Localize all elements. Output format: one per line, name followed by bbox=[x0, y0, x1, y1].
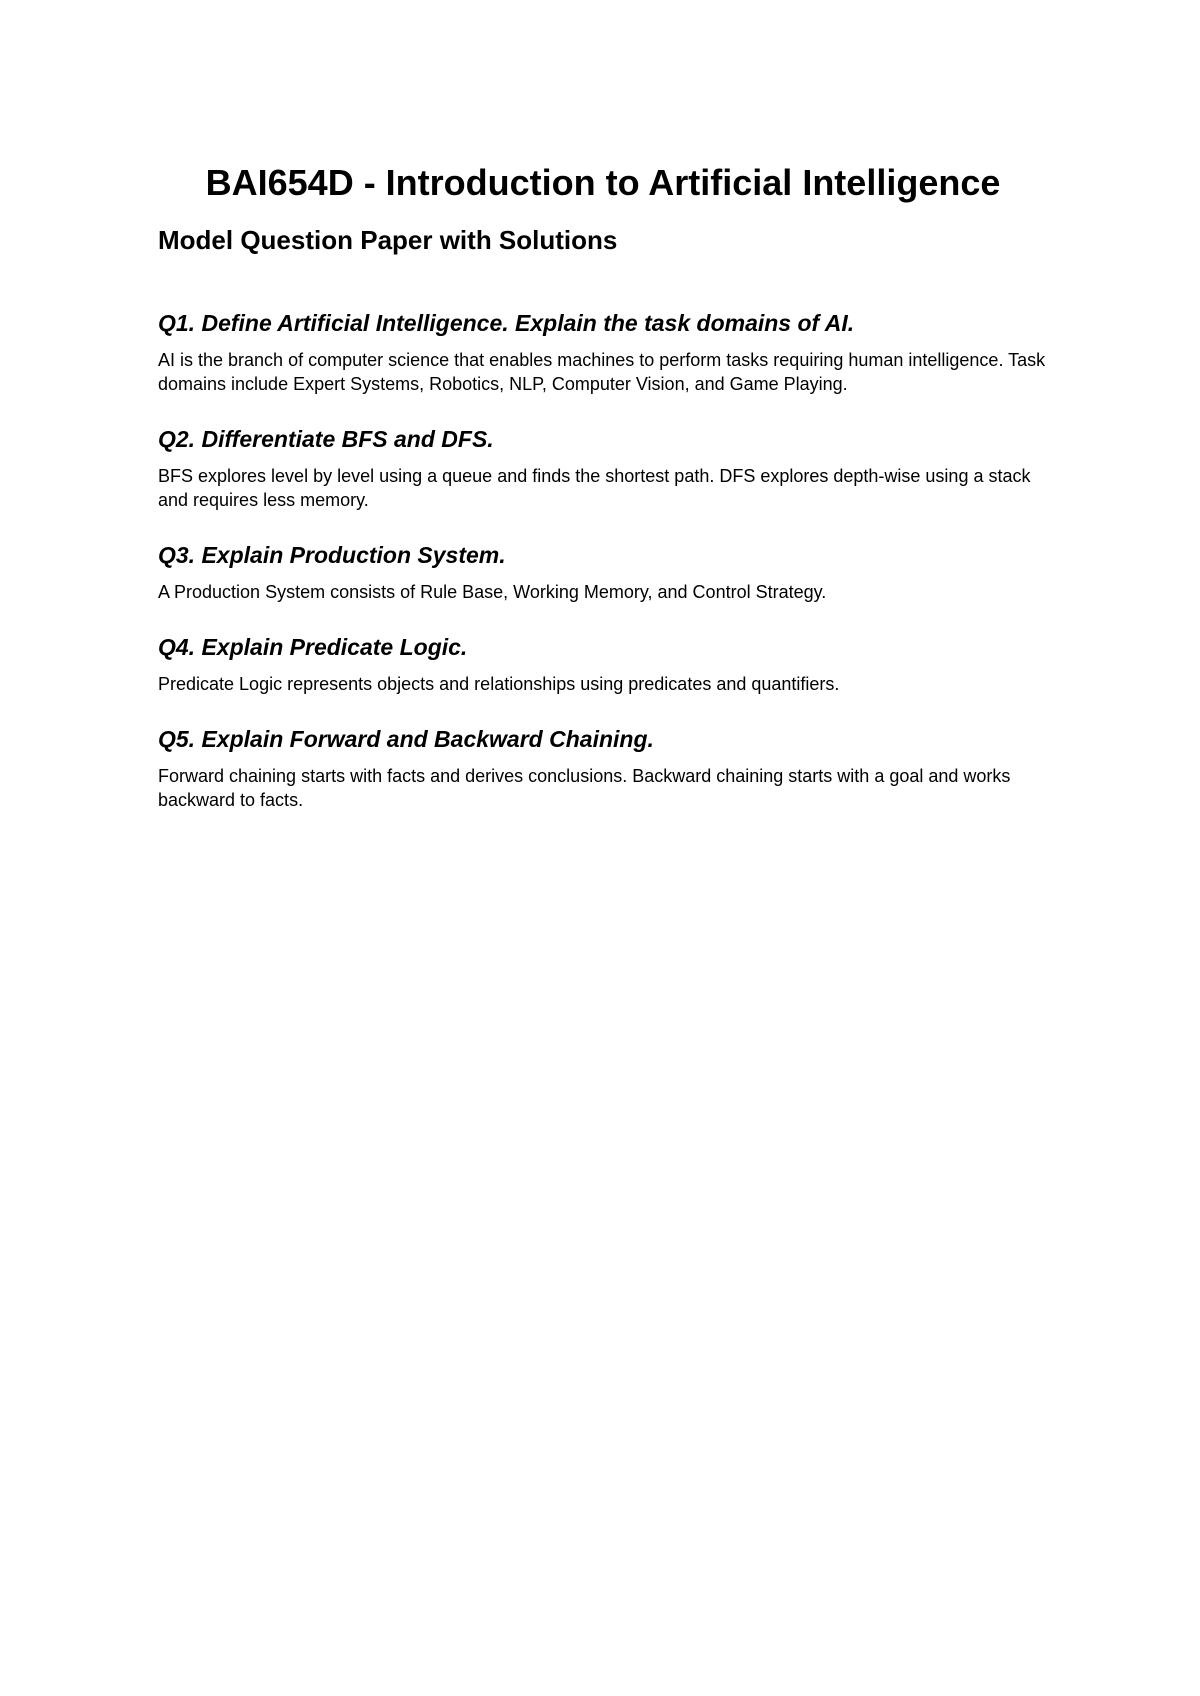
answer-text: Forward chaining starts with facts and derives conclusions. Backward chaining starts with a goal and works backward to facts. bbox=[158, 766, 1011, 810]
question-item-4 bbox=[158, 632, 1048, 696]
question-heading: Q3. Explain Production System. bbox=[158, 542, 506, 568]
question-heading: Q4. Explain Predicate Logic. bbox=[158, 634, 468, 660]
question-heading: Q5. Explain Forward and Backward Chaining. bbox=[158, 726, 654, 752]
document-title: BAI654D - Introduction to Artificial Intelligence bbox=[205, 162, 1001, 203]
answer-text: Predicate Logic represents objects and relationships using predicates and quantifiers. bbox=[158, 674, 840, 694]
question-heading: Q1. Define Artificial Intelligence. Explain the task domains of AI. bbox=[158, 310, 855, 336]
answer-text: BFS explores level by level using a queue and finds the shortest path. DFS explores depth-wise using a stack and requires less memory. bbox=[158, 466, 1031, 510]
document-content bbox=[158, 158, 1048, 840]
question-item-5 bbox=[158, 724, 1048, 812]
document-subtitle: Model Question Paper with Solutions bbox=[158, 225, 618, 255]
question-item-2 bbox=[158, 424, 1048, 512]
answer-text: A Production System consists of Rule Base, Working Memory, and Control Strategy. bbox=[158, 582, 827, 602]
question-list bbox=[158, 308, 1048, 812]
answer-text: AI is the branch of computer science that enables machines to perform tasks requiring human intelligence. Task domains include Expert Systems, Robotics, NLP, Computer Vision, and Game Playing. bbox=[158, 350, 1046, 394]
question-heading: Q2. Differentiate BFS and DFS. bbox=[158, 426, 494, 452]
question-item-3 bbox=[158, 540, 1048, 604]
question-item-1 bbox=[158, 308, 1048, 396]
